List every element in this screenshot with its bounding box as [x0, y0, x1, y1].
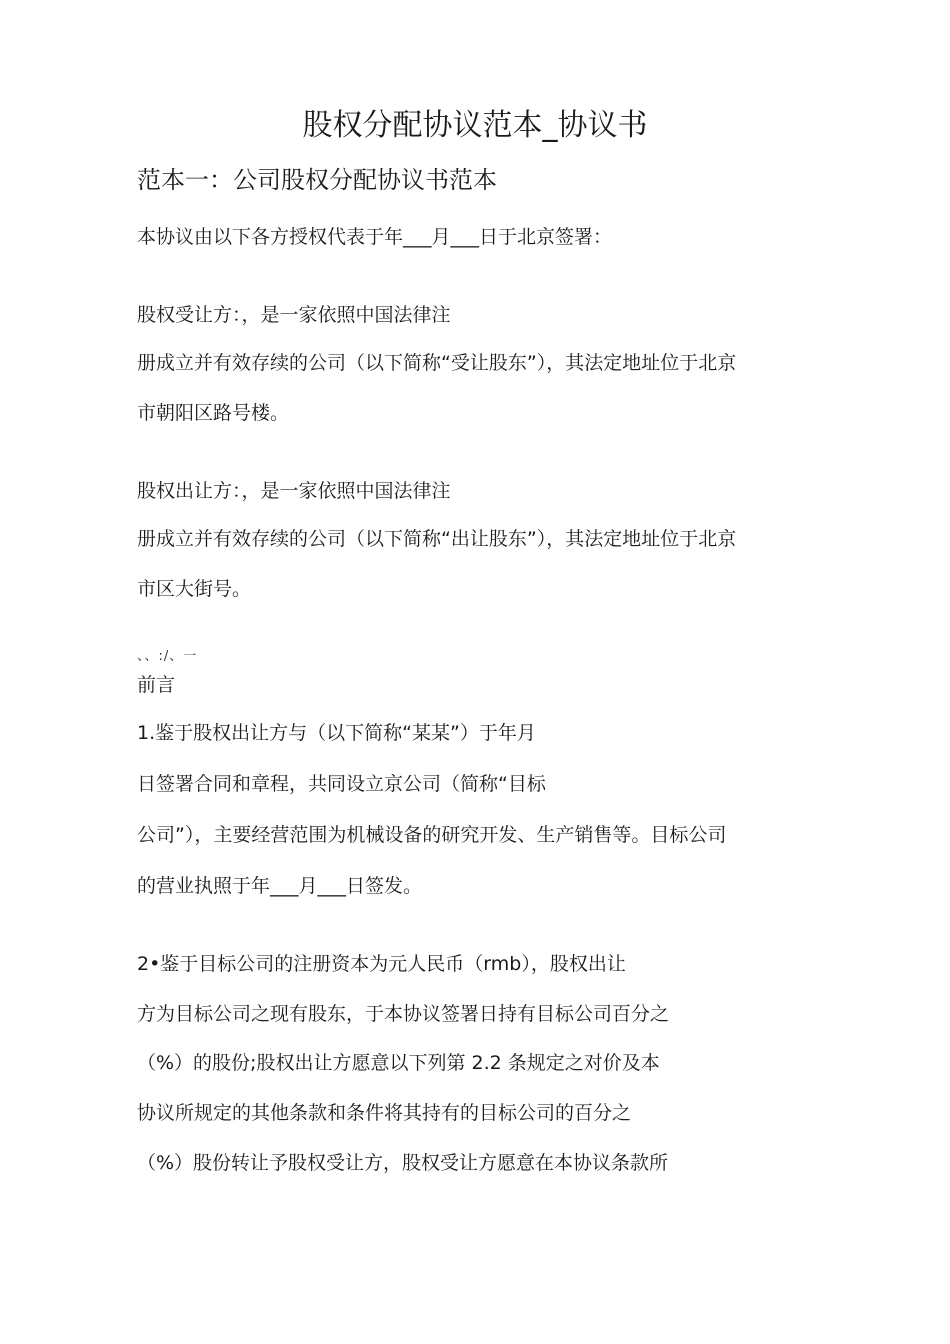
clause-1-line-1: 1.鉴于股权出让方与（以下简称“某某”）于年月 — [137, 722, 536, 744]
preface-heading: 前言 — [137, 674, 176, 696]
ocr-artifact: 、、:/、一 — [137, 649, 198, 664]
clause-1-line-4: 的营业执照于年___月___日签发。 — [137, 875, 423, 897]
clause-1-line-2: 日签署合同和章程，共同设立京公司（简称“目标 — [137, 773, 546, 795]
clause-2-line-1: 2•鉴于目标公司的注册资本为元人民币（rmb），股权出让 — [137, 953, 626, 975]
transferor-line-1: 股权出让方：，是一家依照中国法律注 — [137, 480, 451, 502]
document-title: 股权分配协议范本_协议书 — [302, 108, 648, 143]
transferee-line-3: 市朝阳区路号楼。 — [137, 402, 290, 424]
transferor-line-2: 册成立并有效存续的公司（以下简称“出让股东”），其法定地址位于北京 — [137, 528, 737, 550]
clause-2-line-4: 协议所规定的其他条款和条件将其持有的目标公司的百分之 — [137, 1102, 632, 1124]
transferee-line-2: 册成立并有效存续的公司（以下简称“受让股东”），其法定地址位于北京 — [137, 352, 737, 374]
document-subtitle: 范本一：公司股权分配协议书范本 — [137, 166, 497, 194]
clause-1-line-3: 公司”），主要经营范围为机械设备的研究开发、生产销售等。目标公司 — [137, 824, 727, 846]
clause-2-line-3: （%）的股份;股权出让方愿意以下列第 2.2 条规定之对价及本 — [137, 1052, 660, 1074]
transferee-line-1: 股权受让方：，是一家依照中国法律注 — [137, 304, 451, 326]
transferor-line-3: 市区大街号。 — [137, 578, 252, 600]
clause-2-line-5: （%）股份转让予股权受让方，股权受让方愿意在本协议条款所 — [137, 1152, 669, 1174]
intro-paragraph: 本协议由以下各方授权代表于年___月___日于北京签署： — [137, 226, 613, 248]
clause-2-line-2: 方为目标公司之现有股东，于本协议签署日持有目标公司百分之 — [137, 1003, 670, 1025]
